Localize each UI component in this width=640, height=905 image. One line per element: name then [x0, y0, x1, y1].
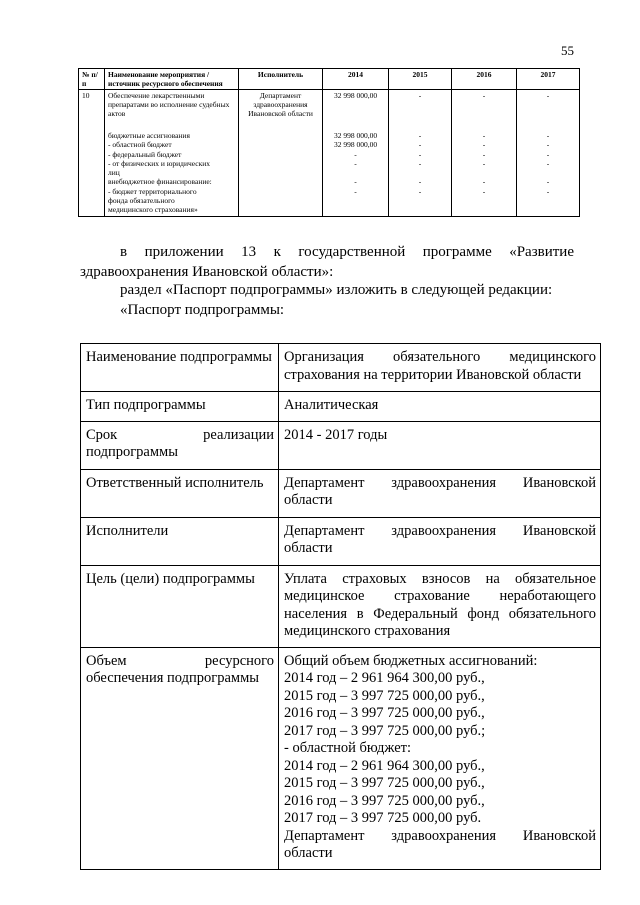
- label-cell: Наименование подпрограммы: [81, 344, 279, 392]
- value: -: [482, 149, 486, 159]
- funding-line: 2015 год – 3 997 725 000,00 руб.,: [284, 687, 485, 704]
- table-row: [81, 517, 601, 565]
- table-row: [81, 344, 601, 392]
- activity-name: Обеспечение лекарственными препаратами во исполнение судебных актов: [108, 91, 230, 118]
- header-2014: 2014: [323, 69, 389, 90]
- source-label: фонда обязательного: [108, 196, 175, 206]
- value: [392, 168, 448, 177]
- value: -: [546, 91, 550, 100]
- value: 32 998 000,00: [333, 91, 378, 100]
- value: -: [418, 177, 422, 187]
- table-row: [81, 392, 601, 422]
- sources-list: [108, 131, 235, 215]
- value-cell: [279, 647, 601, 869]
- value-cell: Уплата страховых взносов на обязательное медицинское страхование неработающего населения в Федеральный фонд обязательного медицинского страхования: [279, 565, 601, 647]
- value: [455, 168, 513, 177]
- value: -: [354, 186, 357, 196]
- header-2017: 2017: [517, 69, 580, 90]
- header-2016: 2016: [452, 69, 517, 90]
- col-2016: [452, 90, 517, 217]
- funding-line: 2015 год – 3 997 725 000,00 руб.,: [284, 775, 485, 791]
- row-number: 10: [79, 90, 105, 217]
- value-cell: Организация обязательного медицинского страхования на территории Ивановской области: [279, 344, 601, 392]
- value: -: [482, 140, 486, 150]
- value-cell: 2014 - 2017 годы: [279, 421, 601, 469]
- value: -: [418, 131, 422, 140]
- funding-line: 2014 год – 2 961 964 300,00 руб.,: [284, 670, 485, 686]
- value: -: [482, 158, 486, 168]
- value-cell: Департамент здравоохранения Ивановской области: [279, 469, 601, 517]
- value: -: [418, 140, 422, 150]
- value: -: [482, 131, 486, 140]
- source-label: бюджетные ассигнования: [108, 131, 190, 140]
- activity-cell: [105, 90, 239, 217]
- funding-line: 2016 год – 3 997 725 000,00 руб.,: [284, 705, 485, 721]
- passport-heading: «Паспорт подпрограммы:: [120, 302, 285, 318]
- value: -: [546, 149, 550, 159]
- activities-table: [78, 68, 580, 217]
- col-2014: [323, 90, 389, 217]
- label-cell: Исполнители: [81, 517, 279, 565]
- value: -: [418, 186, 422, 196]
- value: -: [546, 177, 550, 187]
- header-activity: Наименование мероприятия / источник ресурсного обеспечения: [105, 69, 239, 90]
- label-cell: Цель (цели) подпрограммы: [81, 565, 279, 647]
- label-cell: Срок реализации подпрограммы: [81, 421, 279, 469]
- value: -: [418, 149, 422, 159]
- value: -: [354, 149, 357, 159]
- source-label: - федеральный бюджет: [108, 149, 182, 159]
- source-label: - бюджет территориального: [108, 186, 197, 196]
- col-2015: [389, 90, 452, 217]
- funding-line: 2016 год – 3 997 725 000,00 руб.,: [284, 792, 485, 809]
- funding-line: Общий объем бюджетных ассигнований:: [284, 652, 538, 669]
- source-label: внебюджетное финансирование:: [108, 177, 212, 187]
- value: -: [546, 140, 550, 150]
- value: -: [418, 158, 422, 168]
- table-row: [81, 647, 601, 869]
- funding-line: 2014 год – 2 961 964 300,00 руб.,: [284, 757, 485, 774]
- source-label: медицинского страхования»: [108, 205, 198, 215]
- label-cell: Ответственный исполнитель: [81, 469, 279, 517]
- value: 32 998 000,00: [333, 140, 378, 150]
- table-row: [81, 421, 601, 469]
- value: -: [354, 177, 357, 187]
- col-2017: [517, 90, 580, 217]
- value: -: [546, 186, 550, 196]
- value: [520, 168, 576, 177]
- value-cell: Департамент здравоохранения Ивановской области: [279, 517, 601, 565]
- funding-line: 2017 год – 3 997 725 000,00 руб.: [284, 810, 482, 826]
- value-cell: Аналитическая: [279, 392, 601, 422]
- source-label: - областной бюджет: [108, 140, 172, 150]
- funding-line: - областной бюджет:: [284, 740, 412, 756]
- value: -: [482, 177, 486, 187]
- value: [326, 168, 385, 177]
- value: -: [546, 158, 550, 168]
- header-executor: Исполнитель: [239, 69, 323, 90]
- executor-cell: Департамент здравоохранения Ивановской области: [239, 90, 323, 217]
- page-number: 55: [561, 43, 574, 58]
- value: -: [354, 158, 357, 168]
- amendment-paragraph: в приложении 13 к государственной программе «Развитие здравоохранения Ивановской области»:: [80, 244, 574, 280]
- value: -: [482, 186, 486, 196]
- table-row: [79, 90, 580, 217]
- table-row: [81, 565, 601, 647]
- table-header-row: [79, 69, 580, 90]
- header-2015: 2015: [389, 69, 452, 90]
- funding-responsible: Департамент здравоохранения Ивановской области: [284, 827, 596, 861]
- source-label: лиц: [108, 168, 120, 178]
- value: -: [482, 91, 486, 100]
- value: 32 998 000,00: [333, 131, 378, 140]
- value: -: [418, 91, 422, 100]
- label-cell: Объем ресурсного обеспечения подпрограммы: [81, 647, 279, 869]
- source-label: - от физических и юридических: [108, 158, 211, 168]
- table-row: [81, 469, 601, 517]
- passport-table: [80, 343, 601, 870]
- instruction-paragraph: раздел «Паспорт подпрограммы» изложить в следующей редакции:: [120, 282, 553, 298]
- value: -: [546, 131, 550, 140]
- funding-line: 2017 год – 3 997 725 000,00 руб.;: [284, 722, 486, 739]
- header-num: № п/п: [79, 69, 105, 90]
- label-cell: Тип подпрограммы: [81, 392, 279, 422]
